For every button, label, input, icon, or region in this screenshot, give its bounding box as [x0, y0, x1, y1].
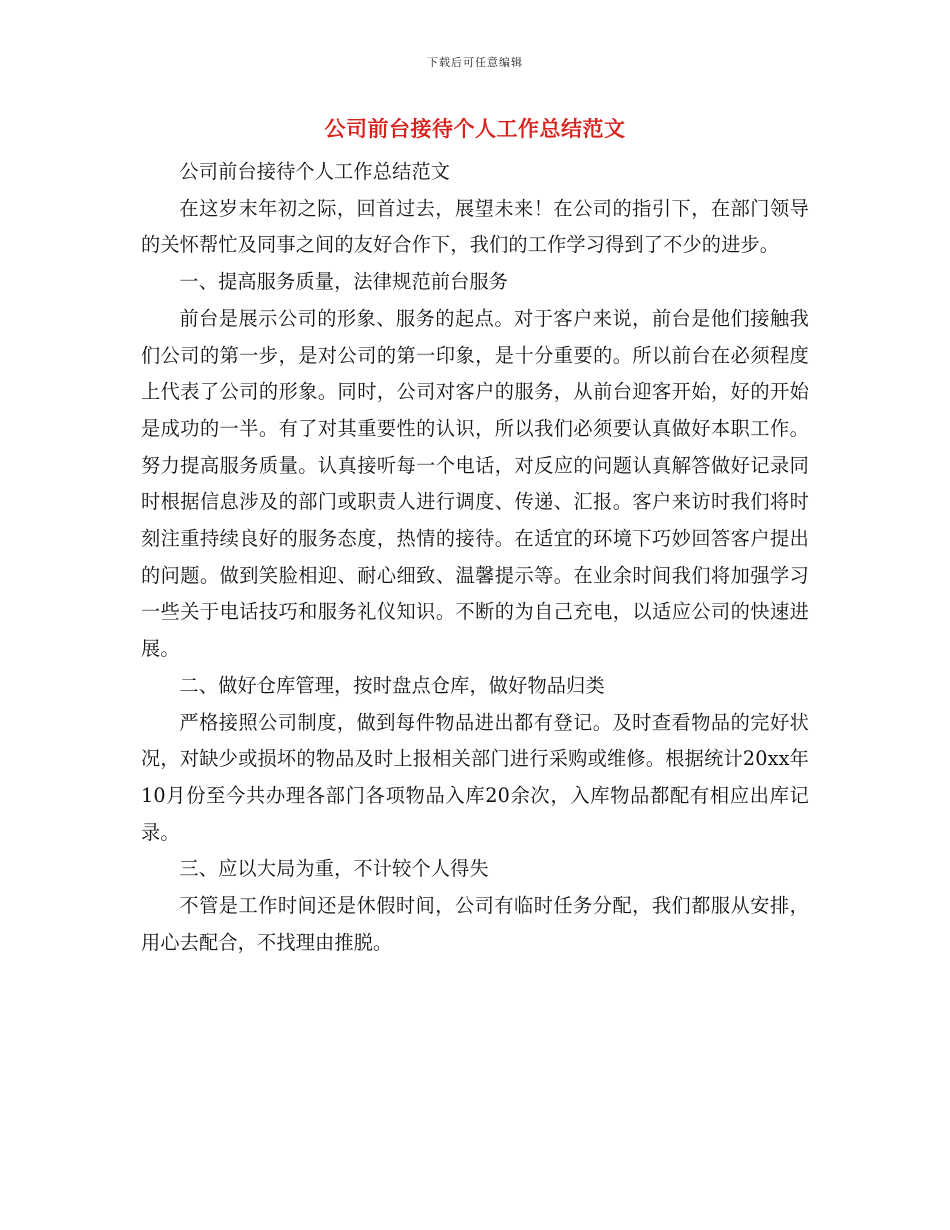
section-heading-1: 一、提高服务质量，法律规范前台服务 [179, 270, 509, 294]
paragraph-intro: 在这岁末年初之际，回首过去，展望未来！在公司的指引下，在部门领导的关怀帮忙及同事之间的友好合作下，我们的工作学习得到了不少的进步。 [141, 196, 809, 257]
paragraph-section-3: 不管是工作时间还是休假时间，公司有临时任务分配，我们都服从安排，用心去配合，不找理由推脱。 [141, 894, 809, 954]
paragraph-section-1: 前台是展示公司的形象、服务的起点。对于客户来说，前台是他们接触我们公司的第一步，是对公司的第一印象，是十分重要的。所以前台在必须程度上代表了公司的形象。同时，公司对客户的服务，从前台迎客开始，好的开始是成功的一半。有了对其重要性的认识，所以我们必须要认真做好本职工作。努力提高服务质量。认真接听每一个电话，对反应的问题认真解答做好记录同时根据信息涉及的部门或职责人进行调度、传递、汇报。客户来访时我们将时刻注重持续良好的服务态度，热情的接待。在适宜的环境下巧妙回答客户提出的问题。做到笑脸相迎、耐心细致、温馨提示等。在业余时间我们将加强学习一些关于电话技巧和服务礼仪知识。不断的为自己充电，以适应公司的快速进展。 [141, 306, 809, 661]
section-heading-2: 二、做好仓库管理，按时盘点仓库，做好物品归类 [179, 673, 605, 697]
document-title: 公司前台接待个人工作总结范文 [324, 117, 626, 141]
paragraph-section-2: 严格接照公司制度，做到每件物品进出都有登记。及时查看物品的完好状况，对缺少或损坏的物品及时上报相关部门进行采购或维修。根据统计20xx年10月份至今共办理各部门各项物品入库20余次，入库物品都配有相应出库记录。 [141, 710, 809, 844]
section-heading-3: 三、应以大局为重，不计较个人得失 [179, 857, 489, 881]
paragraph-subtitle: 公司前台接待个人工作总结范文 [179, 160, 451, 183]
header-note: 下载后可任意编辑 [427, 56, 523, 69]
document-body [141, 154, 809, 961]
